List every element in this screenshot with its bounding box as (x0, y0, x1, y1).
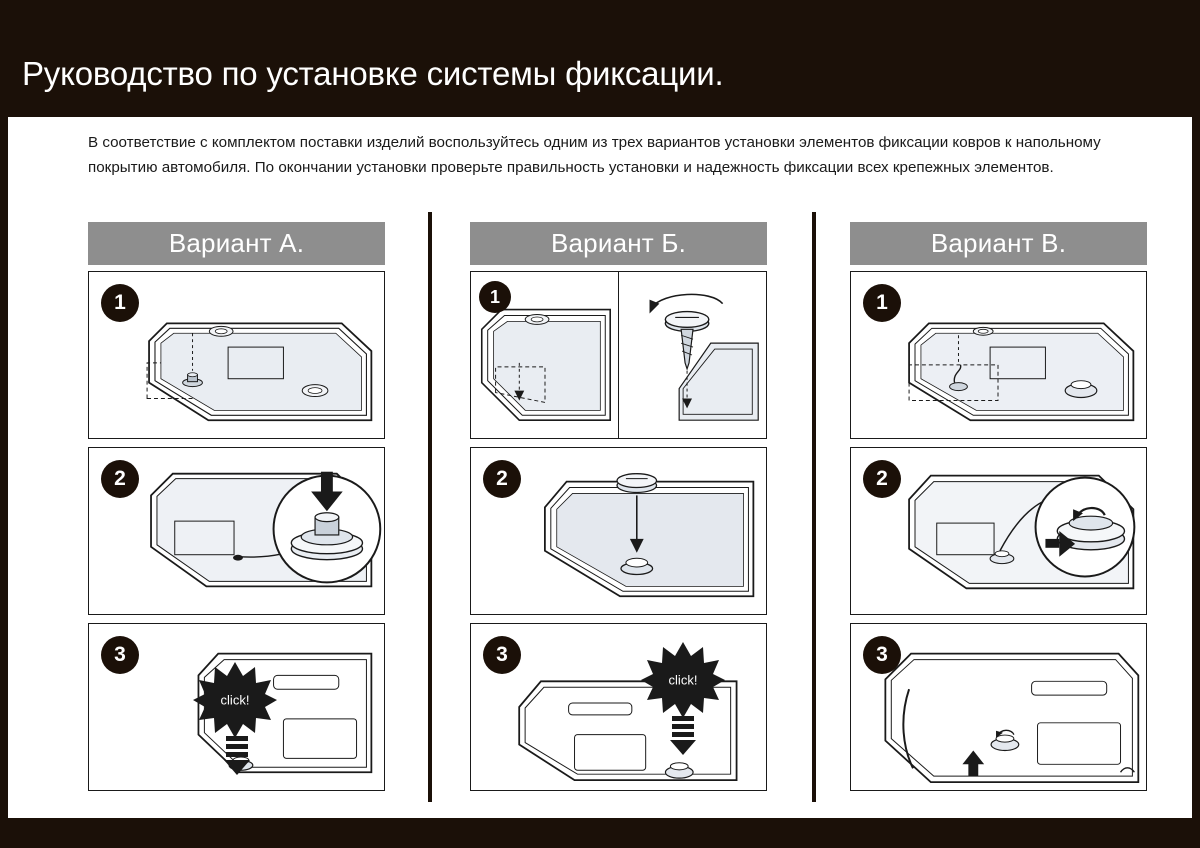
intro-paragraph: В соответствие с комплектом поставки изделий воспользуйтесь одним из трех вариантов установки элементов фиксации ковров к напольному покрытию автомобиля. По окончании установки проверьте правильность установки и надежность фиксации всех крепежных элементов. (88, 134, 1101, 176)
variant-b-header: Вариант Б. (470, 222, 767, 265)
bottom-black-bar (0, 818, 1200, 848)
variant-a-header: Вариант А. (88, 222, 385, 265)
variant-a-step-2-panel (88, 447, 385, 615)
step-badge: 1 (863, 284, 901, 322)
variant-b-step-1-left (471, 272, 618, 438)
click-label: click! (668, 672, 698, 688)
step-badge: 2 (863, 460, 901, 498)
variant-b-steps (470, 271, 767, 791)
variant-a-step-1-panel (88, 271, 385, 439)
variant-a-step-3-panel (88, 623, 385, 791)
variant-c-column (850, 222, 1147, 812)
variant-c-step-2-panel (850, 447, 1147, 615)
variant-c-step-1-panel (850, 271, 1147, 439)
click-label-wrap (193, 662, 277, 738)
variant-c-step-3-panel (850, 623, 1147, 791)
variant-b-step-1-right (618, 272, 766, 438)
variant-b-step-2-panel (470, 447, 767, 615)
variants-container (0, 222, 1200, 812)
top-black-bar (0, 0, 1200, 42)
press-down-arrow-icon (224, 736, 250, 775)
step-badge: 1 (101, 284, 139, 322)
step-badge: 3 (101, 636, 139, 674)
step-badge: 3 (863, 636, 901, 674)
variant-b-column (470, 222, 767, 812)
click-label-wrap (641, 642, 725, 718)
click-label: click! (220, 692, 250, 708)
screw-insert-illustration (619, 272, 766, 438)
step-badge: 1 (479, 281, 511, 313)
press-down-arrow-icon (670, 716, 696, 755)
step-badge: 3 (483, 636, 521, 674)
variant-b-step-3-panel (470, 623, 767, 791)
variant-a-steps (88, 271, 385, 791)
variant-a-column (88, 222, 385, 812)
variant-c-header: Вариант В. (850, 222, 1147, 265)
step-badge: 2 (101, 460, 139, 498)
title-band (0, 42, 1200, 117)
variant-b-step-1-panel (470, 271, 767, 439)
variant-c-steps (850, 271, 1147, 791)
step-badge: 2 (483, 460, 521, 498)
page-title: Руководство по установке системы фиксации. (22, 55, 724, 92)
